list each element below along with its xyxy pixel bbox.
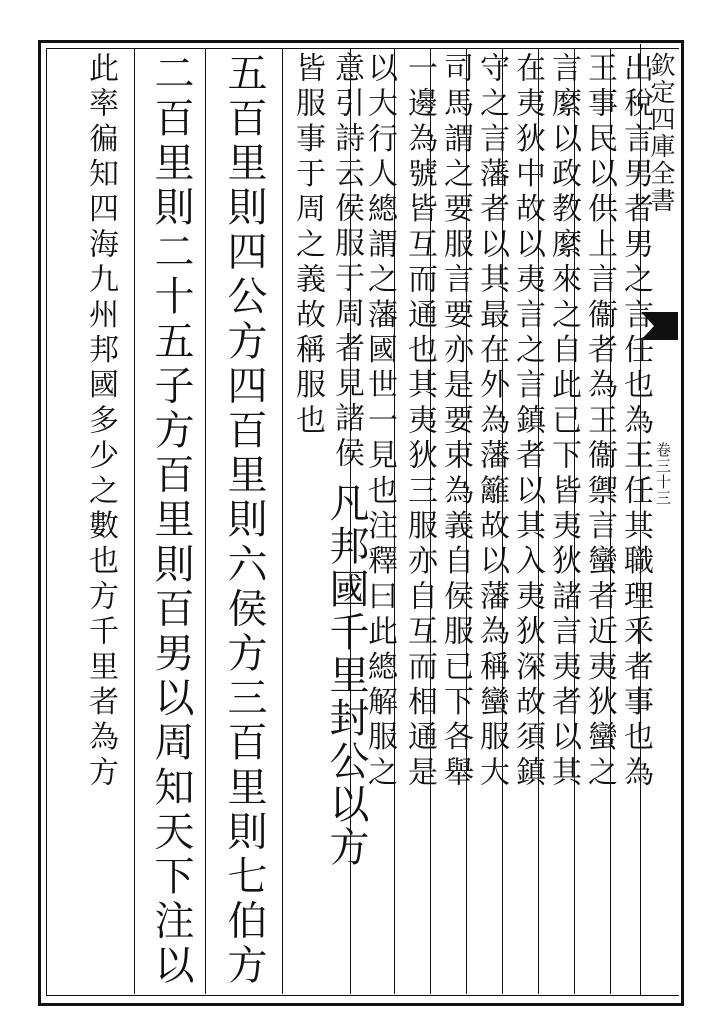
- column-divider: [205, 48, 206, 994]
- text-column-2: 王事民以供上言衞者為王衞禦言蠻者近夷狄蠻之: [582, 52, 617, 792]
- text-column-12: 二百里則二十五子方百里則百男以周知天下注以: [148, 52, 194, 989]
- column-divider: [282, 48, 283, 994]
- text-column-1: 出稅言男者男之言任也為王任其職理釆者事也為: [618, 52, 653, 792]
- text-column-6: 司馬謂之要服言要亦是要束為義自侯服已下各舉: [438, 52, 473, 792]
- text-column-4: 在夷狄中故以夷言之言鎮者以其入夷狄深故須鎮: [510, 52, 545, 792]
- book-title: 欽定四庫全書: [647, 52, 676, 214]
- column-divider: [134, 48, 135, 994]
- text-column-10: 皆服事于周之義故稱服也: [290, 52, 325, 440]
- juan-label: 卷三十三: [654, 442, 672, 506]
- text-column-3: 言縻以政教縻來之自此已下皆夷狄諸言夷者以其: [546, 52, 581, 792]
- text-column-13: 此率徧知四海九州邦國多少之數也方千里者為方: [83, 52, 118, 792]
- commentary-text: 意引詩云侯服于周者見諸侯: [329, 52, 364, 472]
- text-column-5: 守之言藩者以其最在外為藩籬故以藩為稱蠻服大: [474, 52, 509, 792]
- text-column-11: 五百里則四公方四百里則六侯方三百里則七伯方: [221, 52, 267, 989]
- main-text: 凡邦國千里封公以方: [323, 482, 369, 869]
- text-column-7: 一邊為號皆互而通也其夷狄三服亦自互而相通是: [402, 52, 437, 792]
- text-column-8: 以大行人總謂之藩國世一見也注釋曰此總解服之: [362, 52, 397, 792]
